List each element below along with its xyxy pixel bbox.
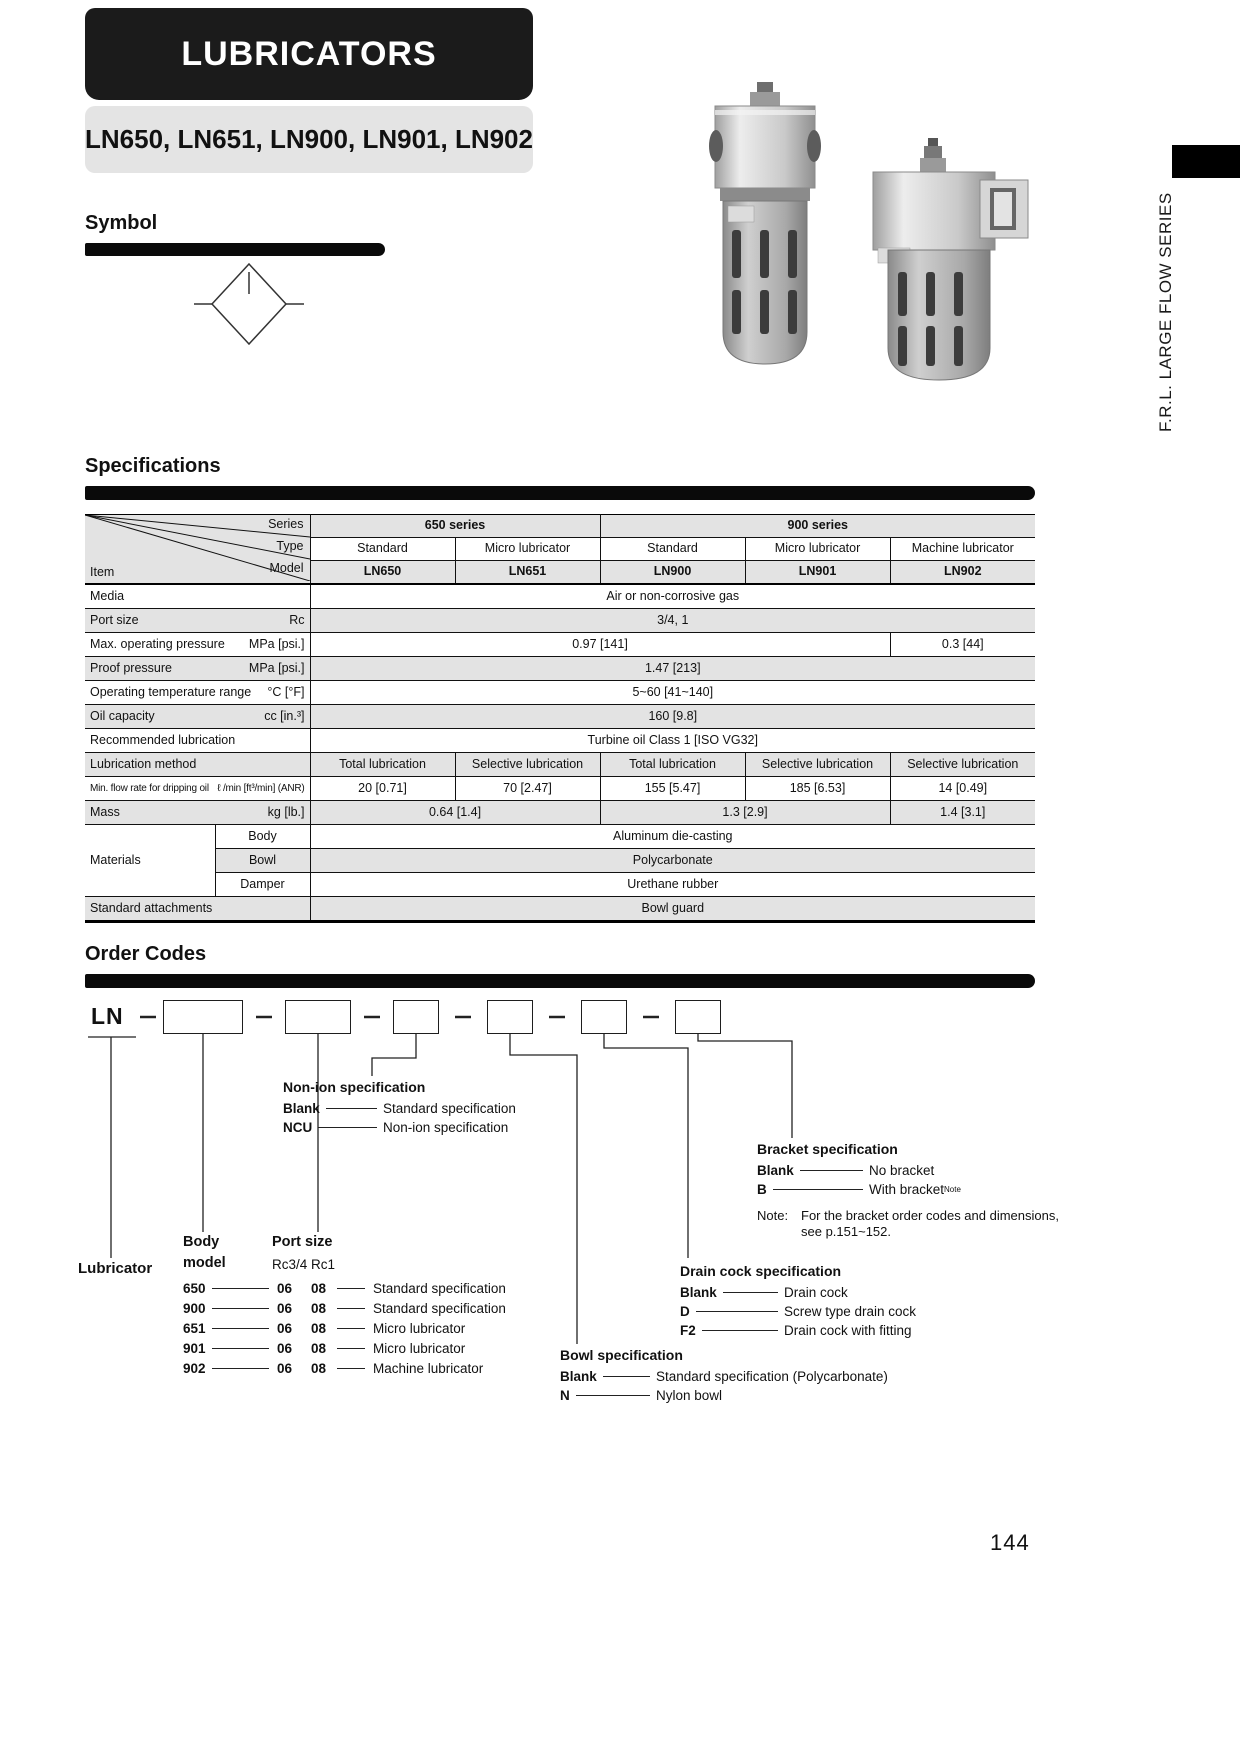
row-label-lubrication-method: Lubrication method — [85, 753, 310, 777]
body-model-row — [183, 1338, 506, 1358]
row-label-media: Media — [85, 584, 310, 609]
port-rc1-value: 08 — [311, 1360, 327, 1376]
row-label-port-size: Port size — [90, 612, 139, 627]
lubricator-symbol-icon — [192, 258, 307, 353]
type-cell: Machine lubricator — [890, 538, 1035, 561]
material-part: Body — [215, 825, 310, 849]
body-model-row — [183, 1278, 506, 1298]
max-pressure-value: 0.97 [141] — [310, 633, 890, 657]
material-value: Urethane rubber — [310, 873, 1035, 897]
bracket-title: Bracket specification — [757, 1141, 898, 1157]
row-label-recommended-lubrication: Recommended lubrication — [85, 729, 310, 753]
code-value: B — [757, 1182, 767, 1197]
lubricator-photo-large — [709, 82, 821, 364]
lubrication-method-cell: Selective lubrication — [890, 753, 1035, 777]
min-flow-cell: 185 [6.53] — [745, 777, 890, 801]
page-title-banner — [85, 8, 533, 100]
mass-cell: 1.3 [2.9] — [600, 801, 890, 825]
max-pressure-unit: MPa [psi.] — [248, 636, 305, 651]
product-photos — [660, 80, 1060, 400]
body-model-desc: Micro lubricator — [373, 1320, 466, 1336]
lubrication-method-cell: Selective lubrication — [455, 753, 600, 777]
min-flow-cell: 14 [0.49] — [890, 777, 1035, 801]
body-model-row — [183, 1318, 506, 1338]
media-value: Air or non-corrosive gas — [310, 584, 1035, 609]
drain-cock-spec-block — [680, 1262, 916, 1340]
corner-model-label: Model — [269, 561, 304, 575]
recommended-lubrication-value: Turbine oil Class 1 [ISO VG32] — [310, 729, 1035, 753]
material-value: Polycarbonate — [310, 849, 1035, 873]
row-label-temp-range: Operating temperature range — [90, 684, 252, 699]
body-model-value: 651 — [183, 1320, 206, 1336]
code-value: F2 — [680, 1323, 696, 1338]
code-desc: No bracket — [869, 1163, 935, 1178]
note-line1: For the bracket order codes and dimensions, — [801, 1208, 1059, 1223]
bowl-title: Bowl specification — [560, 1347, 683, 1363]
port-rc34-value: 06 — [277, 1320, 293, 1336]
attachments-value: Bowl guard — [310, 897, 1035, 922]
code-desc: Standard specification (Polycarbonate) — [656, 1369, 888, 1384]
model-cell: LN900 — [600, 561, 745, 585]
type-cell: Standard — [310, 538, 455, 561]
table-corner-cell — [85, 515, 310, 585]
body-model-table — [183, 1278, 506, 1378]
oil-capacity-value: 160 [9.8] — [310, 705, 1035, 729]
port-rc1-value: 08 — [311, 1340, 327, 1356]
lubricator-label: Lubricator — [78, 1260, 153, 1277]
bracket-spec-block — [757, 1140, 961, 1199]
bracket-note-superscript: Note — [944, 1185, 961, 1194]
port-size-unit: Rc — [289, 612, 305, 627]
row-label-min-flow: Min. flow rate for dripping oil — [90, 783, 209, 794]
model-cell: LN651 — [455, 561, 600, 585]
note-label: Note: — [757, 1208, 789, 1223]
code-desc: Drain cock with fitting — [784, 1323, 912, 1338]
port-rc1-value: 08 — [311, 1320, 327, 1336]
specifications-heading: Specifications — [85, 455, 221, 477]
body-model-header-line1: Body — [183, 1234, 220, 1250]
code-desc: Drain cock — [784, 1285, 848, 1300]
proof-pressure-unit: MPa [psi.] — [248, 660, 305, 675]
code-value: Blank — [560, 1369, 597, 1384]
port-rc34-value: 06 — [277, 1280, 293, 1296]
page-number: 144 — [990, 1530, 1030, 1555]
code-desc: Nylon bowl — [656, 1388, 723, 1403]
type-cell: Micro lubricator — [455, 538, 600, 561]
body-model-desc: Standard specification — [373, 1300, 506, 1316]
drain-cock-title: Drain cock specification — [680, 1263, 842, 1279]
row-label-mass: Mass — [90, 804, 120, 819]
min-flow-cell: 155 [5.47] — [600, 777, 745, 801]
code-value: Blank — [757, 1163, 794, 1178]
model-list: LN650, LN651, LN900, LN901, LN902 — [85, 124, 533, 154]
body-model-value: 902 — [183, 1360, 206, 1376]
port-rc34-value: 06 — [277, 1300, 293, 1316]
code-desc: Standard specification — [383, 1101, 516, 1116]
mass-cell: 0.64 [1.4] — [310, 801, 600, 825]
code-value: Blank — [283, 1101, 320, 1116]
port-rc34-value: 06 — [277, 1340, 293, 1356]
note-line2: see p.151~152. — [801, 1224, 891, 1239]
bracket-note — [757, 1208, 1059, 1240]
body-model-desc: Standard specification — [373, 1280, 506, 1296]
lubrication-method-cell: Total lubrication — [600, 753, 745, 777]
bowl-spec-block — [560, 1346, 888, 1405]
model-list-banner — [85, 106, 533, 173]
body-model-row — [183, 1358, 506, 1378]
code-value: NCU — [283, 1120, 313, 1135]
oil-capacity-unit: cc [in.³] — [264, 708, 305, 723]
corner-item-label: Item — [90, 565, 115, 580]
code-desc: Non-ion specification — [383, 1120, 509, 1135]
lubricator-photo-small — [873, 138, 1028, 380]
symbol-heading-bar — [85, 243, 385, 256]
mass-unit: kg [lb.] — [267, 804, 305, 819]
row-label-oil-capacity: Oil capacity — [90, 708, 155, 723]
body-model-value: 901 — [183, 1340, 206, 1356]
min-flow-cell: 20 [0.71] — [310, 777, 455, 801]
series-tab — [1172, 145, 1240, 178]
body-model-value: 650 — [183, 1280, 206, 1296]
material-part: Bowl — [215, 849, 310, 873]
lubrication-method-cell: Selective lubrication — [745, 753, 890, 777]
code-desc: With bracket — [869, 1182, 945, 1197]
row-label-proof-pressure: Proof pressure — [90, 660, 172, 675]
specifications-heading-bar — [85, 486, 1035, 500]
lubrication-method-cell: Total lubrication — [310, 753, 455, 777]
series-650: 650 series — [310, 515, 600, 538]
body-model-value: 900 — [183, 1300, 206, 1316]
mass-cell: 1.4 [3.1] — [890, 801, 1035, 825]
code-value: N — [560, 1388, 570, 1403]
temp-range-value: 5~60 [41~140] — [310, 681, 1035, 705]
max-pressure-value-ln902: 0.3 [44] — [890, 633, 1035, 657]
body-model-desc: Micro lubricator — [373, 1340, 466, 1356]
port-rc1-value: 08 — [311, 1300, 327, 1316]
corner-type-label: Type — [276, 539, 304, 553]
port-size-value: 3/4, 1 — [310, 609, 1035, 633]
corner-series-label: Series — [268, 517, 304, 531]
row-label-materials: Materials — [85, 825, 215, 897]
order-codes-heading: Order Codes — [85, 943, 207, 965]
min-flow-unit: ℓ /min [ft³/min] (ANR) — [217, 783, 305, 794]
port-rc1-value: 08 — [311, 1280, 327, 1296]
order-codes-heading-bar — [85, 974, 1035, 988]
page-title: LUBRICATORS — [181, 34, 437, 73]
code-value: D — [680, 1304, 690, 1319]
symbol-heading: Symbol — [85, 212, 158, 234]
row-label-max-pressure: Max. operating pressure — [90, 636, 225, 651]
model-cell: LN902 — [890, 561, 1035, 585]
proof-pressure-value: 1.47 [213] — [310, 657, 1035, 681]
port-size-subheader: Rc3/4 Rc1 — [272, 1257, 336, 1272]
code-desc: Screw type drain cock — [784, 1304, 917, 1319]
specifications-table — [85, 514, 1035, 923]
series-vertical-label: F.R.L. LARGE FLOW SERIES — [1156, 192, 1175, 432]
body-model-row — [183, 1298, 506, 1318]
non-ion-title: Non-ion specification — [283, 1079, 426, 1095]
type-cell: Standard — [600, 538, 745, 561]
code-value: Blank — [680, 1285, 717, 1300]
row-label-attachments: Standard attachments — [85, 897, 310, 922]
material-value: Aluminum die-casting — [310, 825, 1035, 849]
order-code-prefix: LN — [91, 1003, 124, 1029]
body-model-desc: Machine lubricator — [373, 1360, 484, 1376]
material-part: Damper — [215, 873, 310, 897]
min-flow-cell: 70 [2.47] — [455, 777, 600, 801]
model-cell: LN650 — [310, 561, 455, 585]
port-rc34-value: 06 — [277, 1360, 293, 1376]
temp-range-unit: °C [°F] — [267, 684, 305, 699]
port-size-header: Port size — [272, 1234, 333, 1250]
type-cell: Micro lubricator — [745, 538, 890, 561]
body-model-header-line2: model — [183, 1255, 226, 1271]
non-ion-spec-block — [283, 1078, 516, 1137]
series-900: 900 series — [600, 515, 1035, 538]
model-cell: LN901 — [745, 561, 890, 585]
